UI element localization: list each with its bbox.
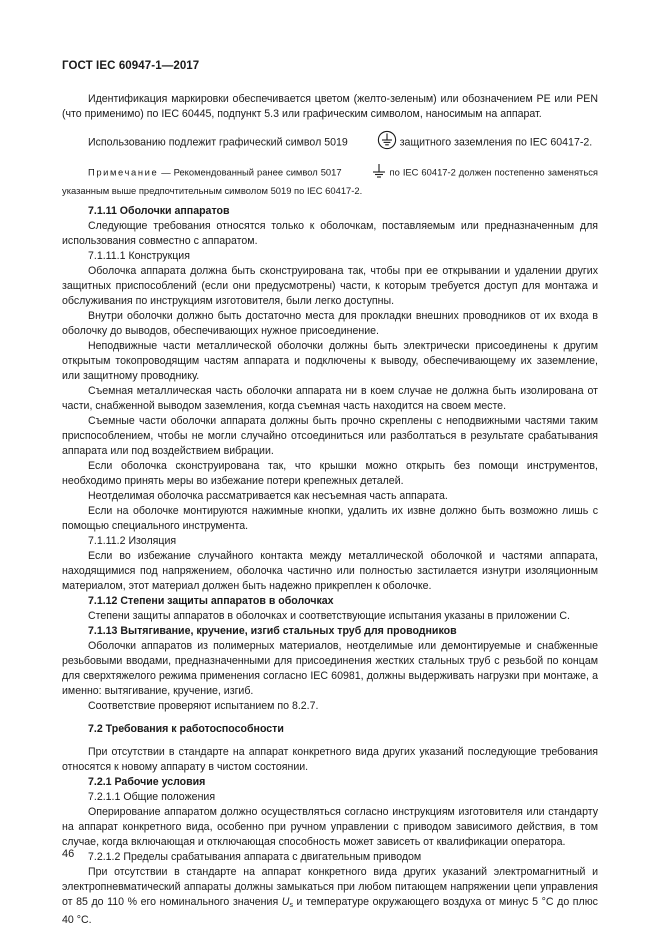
- paragraph: Съемные части оболочки аппарата должны быть прочно скреплены с неподвижными частями таким приспособлением, чтобы не могли случайно отсоединиться или разболтаться в результате срабатывания аппарата или под воздействием вибрации.: [62, 415, 598, 457]
- subsection-heading: 7.1.11.2 Изоляция: [88, 535, 177, 547]
- section-heading: 7.2.1 Рабочие условия: [88, 776, 206, 788]
- paragraph: Оболочки аппаратов из полимерных материалов, неотделимые или демонтируемые и снабженные резьбовыми вводами, предназначенными для присоединения жестких стальных труб с резьбой по концам для сверхтяжелого режима применения согласно IEC 60981, должны выдерживать нагрузки при монтаже, а именно: вытягивание, кручение, изгиб.: [62, 640, 598, 697]
- protective-earth-icon: [351, 130, 397, 155]
- note: [62, 163, 598, 198]
- paragraph: Если на оболочке монтируются нажимные кнопки, удалить их извне должно быть возможно лишь с помощью специального инструмента.: [62, 505, 598, 532]
- paragraph: Степени защиты аппаратов в оболочках и соответствующие испытания указаны в приложении C.: [88, 610, 570, 622]
- text-run: — Рекомендованный ранее символ 5017: [161, 166, 342, 178]
- paragraph: Если оболочка сконструирована так, что крышки можно открыть без помощи инструментов, необходимо принять меры во избежание потери крепежных деталей.: [62, 460, 598, 487]
- text-run: защитного заземления по IEC 60417-2.: [399, 136, 593, 149]
- paragraph: Неотделимая оболочка рассматривается как несъемная часть аппарата.: [88, 490, 448, 502]
- paragraph: [62, 865, 598, 928]
- paragraph: Оперирование аппаратом должно осуществляться согласно инструкциям изготовителя или стандарту на аппарат конкретного вида, особенно при ручном управлении с приводом зависимого действия, в том случае, когда включающая и отключающая способность может зависеть от квалификации оператора.: [62, 806, 598, 848]
- voltage-subscript: s: [289, 902, 293, 909]
- paragraph: Оболочка аппарата должна быть сконструирована так, чтобы при ее открывании и удалении других защитных приспособлений (если они предусмотрены) части, к которым требуется доступ для монтажа и обслуживания по инструкциям изготовителя, были легко доступны.: [62, 265, 598, 307]
- voltage-symbol: U: [281, 896, 290, 908]
- page-number: 46: [62, 848, 75, 860]
- subsection-heading: 7.2.1.1 Общие положения: [88, 791, 216, 803]
- paragraph: Неподвижные части металлической оболочки должны быть электрически присоединены к другим открытым токопроводящим частям аппарата и подключены к выводу, обеспечивающему их заземление, или защитному проводнику.: [62, 340, 598, 382]
- section-heading: 7.2 Требования к работоспособности: [88, 723, 284, 735]
- document-body: [62, 92, 598, 928]
- text-run: При отсутствии в стандарте на аппарат конкретного вида других указаний электромагнитный и электропневматический аппараты должны замыкаться при любом питающем напряжении цепи управления от 85 до 110 % его номинального значения: [62, 866, 598, 908]
- text-run: по IEC 60417-2 должен постепенно заменяться указанным выше предпочтительным символом 5019 по IEC 60417-2.: [62, 166, 598, 196]
- paragraph: Внутри оболочки должно быть достаточно места для прокладки внешних проводников от их входа в оболочку до выводов, обеспечивающих нужное присоединение.: [62, 310, 598, 337]
- paragraph: Следующие требования относятся только к оболочкам, поставляемым или предназначенным для использования совместно с аппаратом.: [62, 220, 598, 247]
- paragraph: Если во избежание случайного контакта между металлической оболочкой и частями аппарата, находящимися под напряжением, оболочка частично или полностью застилается изнутри изоляционным материалом, этот материал должен быть надежно прикреплен к оболочке.: [62, 550, 598, 592]
- section-heading: 7.1.13 Вытягивание, кручение, изгиб стальных труб для проводников: [88, 625, 457, 637]
- paragraph: Съемная металлическая часть оболочки аппарата ни в коем случае не должна быть изолирована от части, снабженной выводом заземления, когда съемная часть находится на своем месте.: [62, 385, 598, 412]
- text-run: и температуре окружающего воздуха от минус 5 °C до плюс 40 °C.: [62, 896, 598, 926]
- subsection-heading: 7.1.11.1 Конструкция: [88, 250, 190, 262]
- note-label: Примечание: [88, 166, 159, 178]
- section-heading: 7.1.12 Степени защиты аппаратов в оболочках: [88, 595, 334, 607]
- paragraph-symbol-5019: [62, 130, 598, 155]
- earth-icon: [345, 163, 387, 183]
- subsection-heading: 7.2.1.2 Пределы срабатывания аппарата с двигательным приводом: [88, 851, 422, 863]
- paragraph: Соответствие проверяют испытанием по 8.2.7.: [88, 700, 319, 712]
- section-heading: 7.1.11 Оболочки аппаратов: [88, 205, 230, 217]
- text-run: Использованию подлежит графический символ 5019: [88, 136, 348, 149]
- paragraph: При отсутствии в стандарте на аппарат конкретного вида других указаний последующие требования относятся к новому аппарату в чистом состоянии.: [62, 746, 598, 773]
- document-code-header: ГОСТ IEC 60947-1—2017: [62, 60, 200, 72]
- paragraph: Идентификация маркировки обеспечивается цветом (желто-зеленым) или обозначением PE или PEN (что применимо) по IEC 60445, подпункт 5.3 или графическим символом, наносимым на аппарат.: [62, 93, 598, 120]
